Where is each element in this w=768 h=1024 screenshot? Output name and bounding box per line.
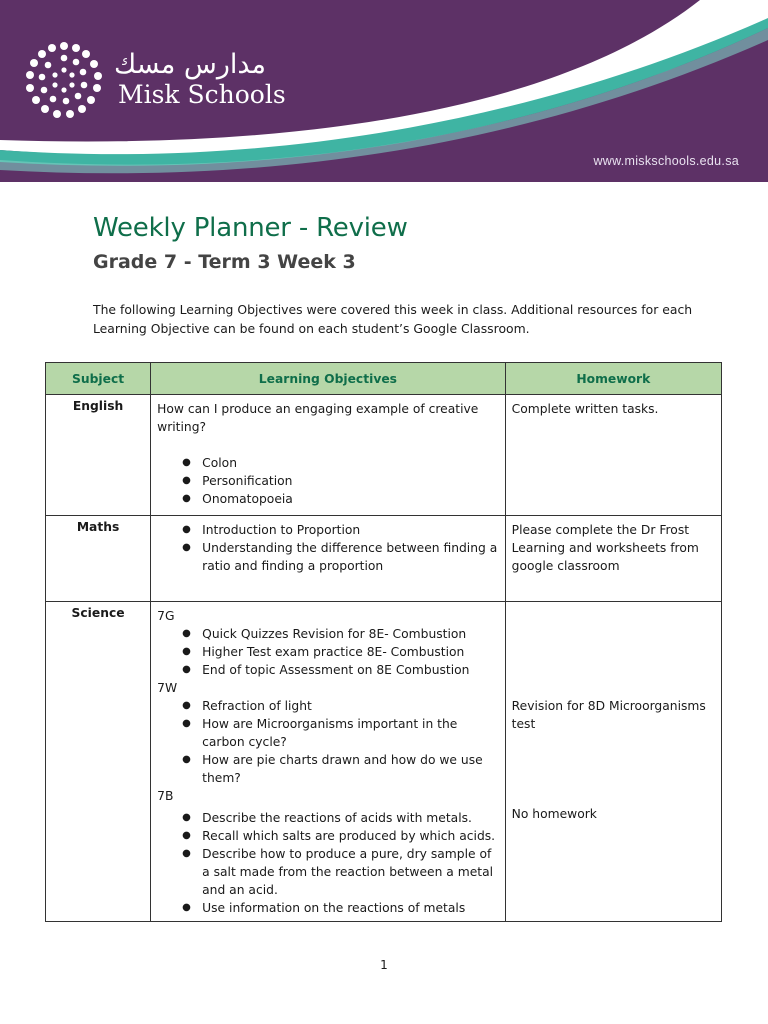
header-objectives: Learning Objectives <box>151 363 506 395</box>
objective-list <box>157 809 499 917</box>
website-link[interactable]: www.miskschools.edu.sa <box>593 154 739 168</box>
group-label-7b: 7B <box>157 789 174 803</box>
misk-schools-logo-icon <box>24 40 104 120</box>
objective-list <box>157 521 499 575</box>
list-item: ● Describe the reactions of acids with metals. <box>202 809 499 827</box>
planner-table <box>45 362 722 922</box>
subject-maths: Maths <box>46 516 151 602</box>
list-item: ● Onomatopoeia <box>202 490 499 508</box>
list-item: ● Use information on the reactions of metals <box>202 899 499 917</box>
homework-science <box>505 602 721 922</box>
intro-paragraph: The following Learning Objectives were covered this week in class. Additional resources for each Learning Objective can be found on each student’s Google Classroom. <box>93 302 693 336</box>
objective-list <box>157 697 499 787</box>
objective-list <box>157 625 499 679</box>
group-label-7w: 7W <box>157 681 178 695</box>
list-item: ● Introduction to Proportion <box>202 521 499 539</box>
page-title: Weekly Planner - Review <box>93 213 408 243</box>
objectives-maths <box>151 516 506 602</box>
list-item: ● Higher Test exam practice 8E- Combustion <box>202 643 499 661</box>
table-header-row <box>46 363 722 395</box>
homework-7b: No homework <box>511 807 597 821</box>
subject-english: English <box>46 395 151 516</box>
list-item: ● Describe how to produce a pure, dry sample of a salt made from the reaction between a metal and an acid. <box>202 845 499 899</box>
header-homework: Homework <box>505 363 721 395</box>
objectives-english <box>151 395 506 516</box>
group-label-7g: 7G <box>157 609 175 623</box>
list-item: ● Personification <box>202 472 499 490</box>
list-item: ● Quick Quizzes Revision for 8E- Combustion <box>202 625 499 643</box>
list-item: ● End of topic Assessment on 8E Combustion <box>202 661 499 679</box>
page-number: 1 <box>380 958 388 972</box>
list-item: ● How are pie charts drawn and how do we use them? <box>202 751 499 787</box>
list-item: ● Recall which salts are produced by which acids. <box>202 827 499 845</box>
table-row-maths <box>46 516 722 602</box>
header-banner <box>0 0 768 182</box>
homework-maths: Please complete the Dr Frost Learning and worksheets from google classroom <box>505 516 721 602</box>
school-name-english: Misk Schools <box>118 80 286 109</box>
list-item: ● How are Microorganisms important in the carbon cycle? <box>202 715 499 751</box>
page-subtitle: Grade 7 - Term 3 Week 3 <box>93 251 356 273</box>
homework-english: Complete written tasks. <box>505 395 721 516</box>
objective-list <box>157 454 499 508</box>
header-subject: Subject <box>46 363 151 395</box>
subject-science: Science <box>46 602 151 922</box>
homework-7w: Revision for 8D Microorganisms test <box>511 699 706 731</box>
table-row-science <box>46 602 722 922</box>
objective-question: How can I produce an engaging example of creative writing? <box>157 402 479 434</box>
list-item: ● Refraction of light <box>202 697 499 715</box>
table-row-english <box>46 395 722 516</box>
school-name-arabic: مدارس مسك <box>114 49 267 80</box>
objectives-science <box>151 602 506 922</box>
list-item: ● Colon <box>202 454 499 472</box>
list-item: ● Understanding the difference between finding a ratio and finding a proportion <box>202 539 499 575</box>
